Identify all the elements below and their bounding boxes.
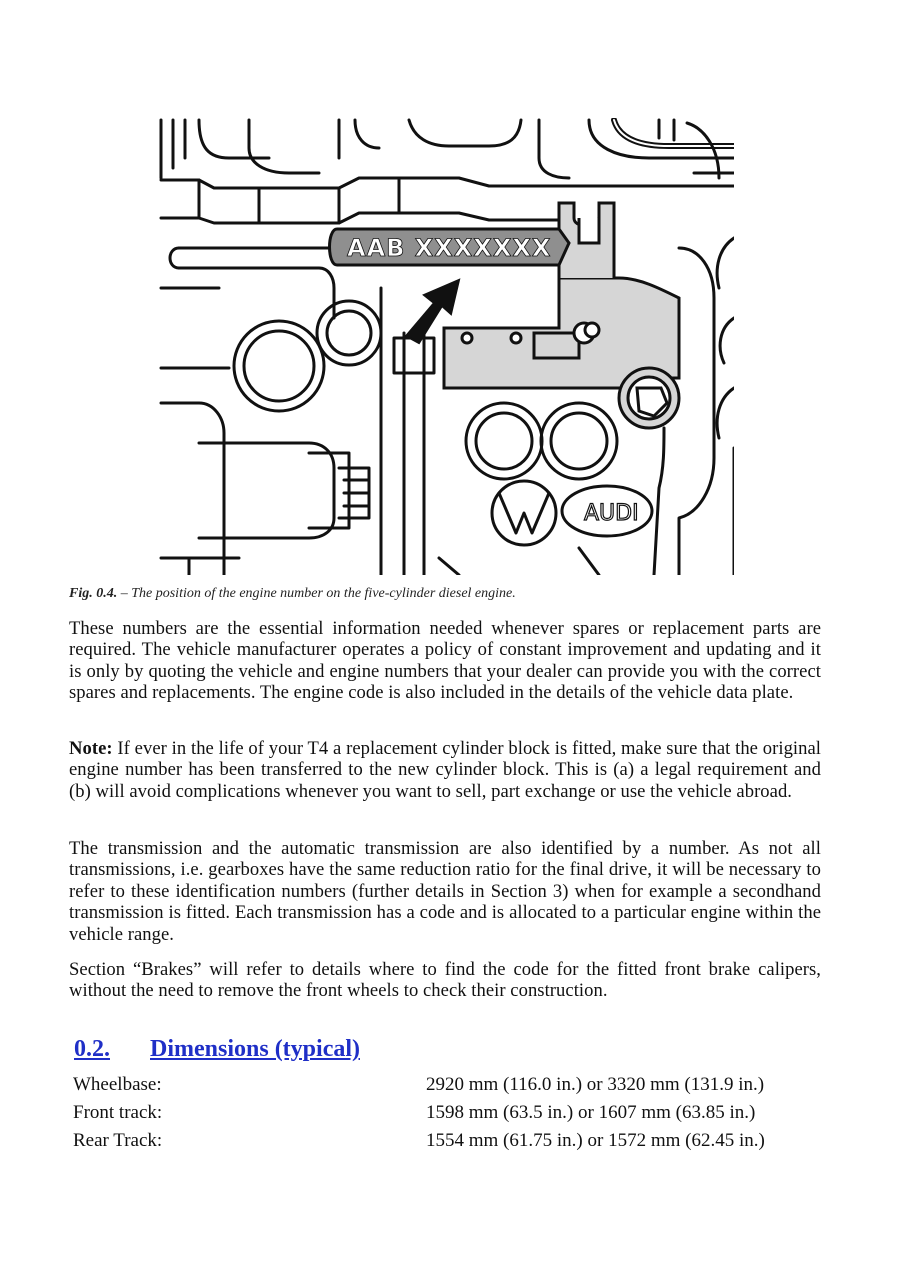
section-number[interactable]: 0.2. — [74, 1036, 110, 1062]
paragraph-spares: These numbers are the essential information needed whenever spares or replacement parts are required. The vehicle manufacturer operates a policy of constant improvement and updating and it is only by quoting the vehicle and engine numbers that your dealer can provide you with the correct spares and replacements. The engine code is also included in the details of the vehicle data plate. — [69, 618, 821, 704]
paragraph-brakes: Section “Brakes” will refer to details where to find the code for the fitted front brake calipers, without the need to remove the front wheels to check their construction. — [69, 959, 821, 1002]
dimension-label: Front track: — [73, 1102, 163, 1123]
section-title[interactable]: Dimensions (typical) — [150, 1036, 360, 1062]
dimension-label: Rear Track: — [73, 1130, 163, 1151]
dimension-value: 1554 mm (61.75 in.) or 1572 mm (62.45 in.) — [426, 1130, 765, 1151]
dimension-row-rear-track — [73, 1130, 833, 1154]
section-heading-dimensions[interactable] — [74, 1036, 360, 1063]
engine-figure — [159, 118, 734, 575]
dimension-row-front-track — [73, 1102, 833, 1126]
paragraph-note — [69, 738, 821, 802]
engine-drawing — [159, 118, 734, 575]
caption-label: Fig. 0.4. — [69, 586, 118, 601]
engine-number-text: AAB XXXXXXX — [347, 234, 552, 262]
paragraph-transmission: The transmission and the automatic transmission are also identified by a number. As not all transmissions, i.e. gearboxes have the same reduction ratio for the final drive, it will be necessary to refer to these identification numbers (further details in Section 3) when for example a secondhand transmission is fitted. Each transmission has a code and is allocated to a particular engine within the vehicle range. — [69, 838, 821, 945]
dimension-value: 1598 mm (63.5 in.) or 1607 mm (63.85 in.) — [426, 1102, 756, 1123]
figure-caption — [69, 586, 829, 602]
note-label: Note: — [69, 738, 113, 759]
caption-text: – The position of the engine number on the five-cylinder diesel engine. — [117, 586, 516, 601]
audi-emblem: AUDI — [584, 501, 639, 526]
dimension-label: Wheelbase: — [73, 1074, 162, 1095]
dimension-value: 2920 mm (116.0 in.) or 3320 mm (131.9 in.) — [426, 1074, 765, 1095]
dimension-row-wheelbase — [73, 1074, 833, 1098]
note-text: If ever in the life of your T4 a replacement cylinder block is fitted, make sure that the original engine number has been transferred to the new cylinder block. This is (a) a legal requirement and (b) will avoid complications whenever you want to sell, part exchange or use the vehicle abroad. — [69, 738, 821, 802]
